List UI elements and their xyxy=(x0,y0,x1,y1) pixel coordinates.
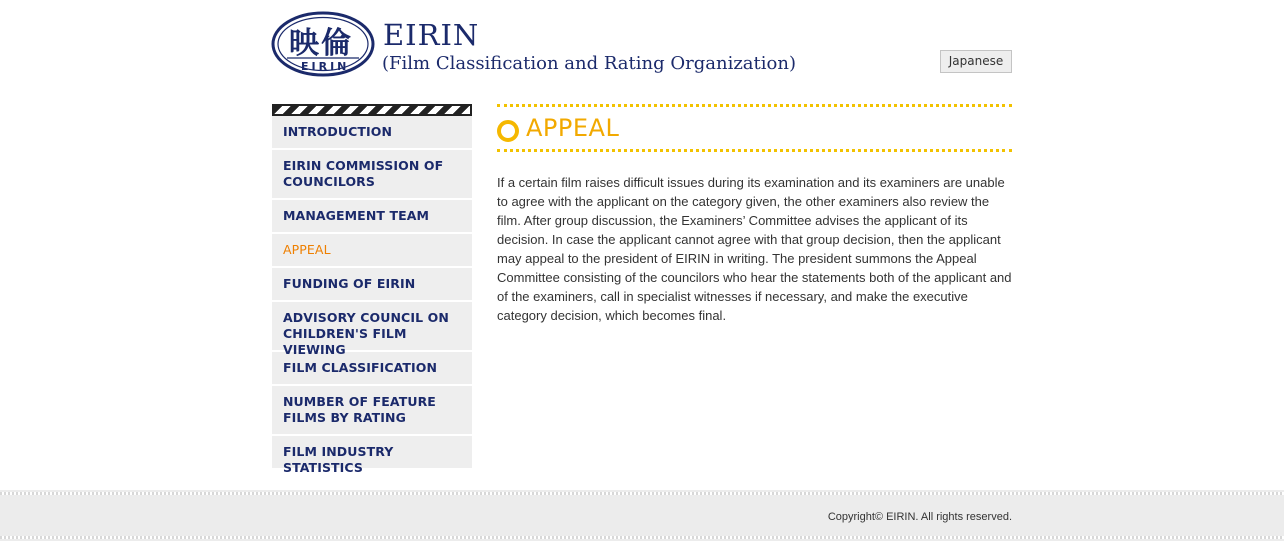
page-title: APPEAL xyxy=(526,114,620,142)
japanese-language-button[interactable]: Japanese xyxy=(940,50,1012,73)
sidebar-nav xyxy=(272,104,472,475)
appeal-description: If a certain film raises difficult issues during its examination and its examiners are unable to agree with the applicant on the category given, the other examiners also review the film. After group discussion, the Examiners’ Committee advises the applicant of its decision. In case the applicant cannot agree with that group decision, then the applicant may appeal to the president of EIRIN in writing. The president summons the Appeal Committee consisting of the councilors who hear the statements both of the applicant and of the examiners, call in specialist witnesses if necessary, and make the executive category decision, which becomes final. xyxy=(497,175,1012,323)
brand-subtitle: (Film Classification and Rating Organization) xyxy=(382,53,796,74)
sidebar-item-commission-of-councilors[interactable]: EIRIN COMMISSION OF COUNCILORS xyxy=(272,150,472,200)
sidebar-item-funding[interactable]: FUNDING OF EIRIN xyxy=(272,268,472,302)
copyright-text: Copyright© EIRIN. All rights reserved. xyxy=(827,511,1012,523)
heading-row xyxy=(497,107,1012,149)
footer-top-edge xyxy=(0,492,1284,495)
footer-bottom-edge xyxy=(0,536,1284,539)
sidebar-item-appeal[interactable]: APPEAL xyxy=(272,234,472,268)
logo-text: EIRIN xyxy=(301,60,350,73)
eirin-logo[interactable] xyxy=(271,11,375,77)
page-container xyxy=(271,0,1012,490)
brand-name: EIRIN xyxy=(383,18,480,52)
sidebar-item-industry-statistics[interactable]: FILM INDUSTRY STATISTICS xyxy=(272,436,472,470)
footer xyxy=(0,490,1284,541)
clapperboard-stripe xyxy=(272,104,472,116)
circle-bullet-icon xyxy=(497,120,519,142)
sidebar-item-films-by-rating[interactable]: NUMBER OF FEATURE FILMS BY RATING xyxy=(272,386,472,436)
sidebar-item-advisory-council[interactable]: ADVISORY COUNCIL ON CHILDREN'S FILM VIEWING xyxy=(272,302,472,352)
sidebar-item-introduction[interactable]: INTRODUCTION xyxy=(272,116,472,150)
sidebar-item-management-team[interactable]: MANAGEMENT TEAM xyxy=(272,200,472,234)
sidebar-item-film-classification[interactable]: FILM CLASSIFICATION xyxy=(272,352,472,386)
heading-bottom-divider xyxy=(497,149,1012,152)
logo-kanji: 映倫 xyxy=(289,26,353,61)
main-content xyxy=(497,104,1012,325)
